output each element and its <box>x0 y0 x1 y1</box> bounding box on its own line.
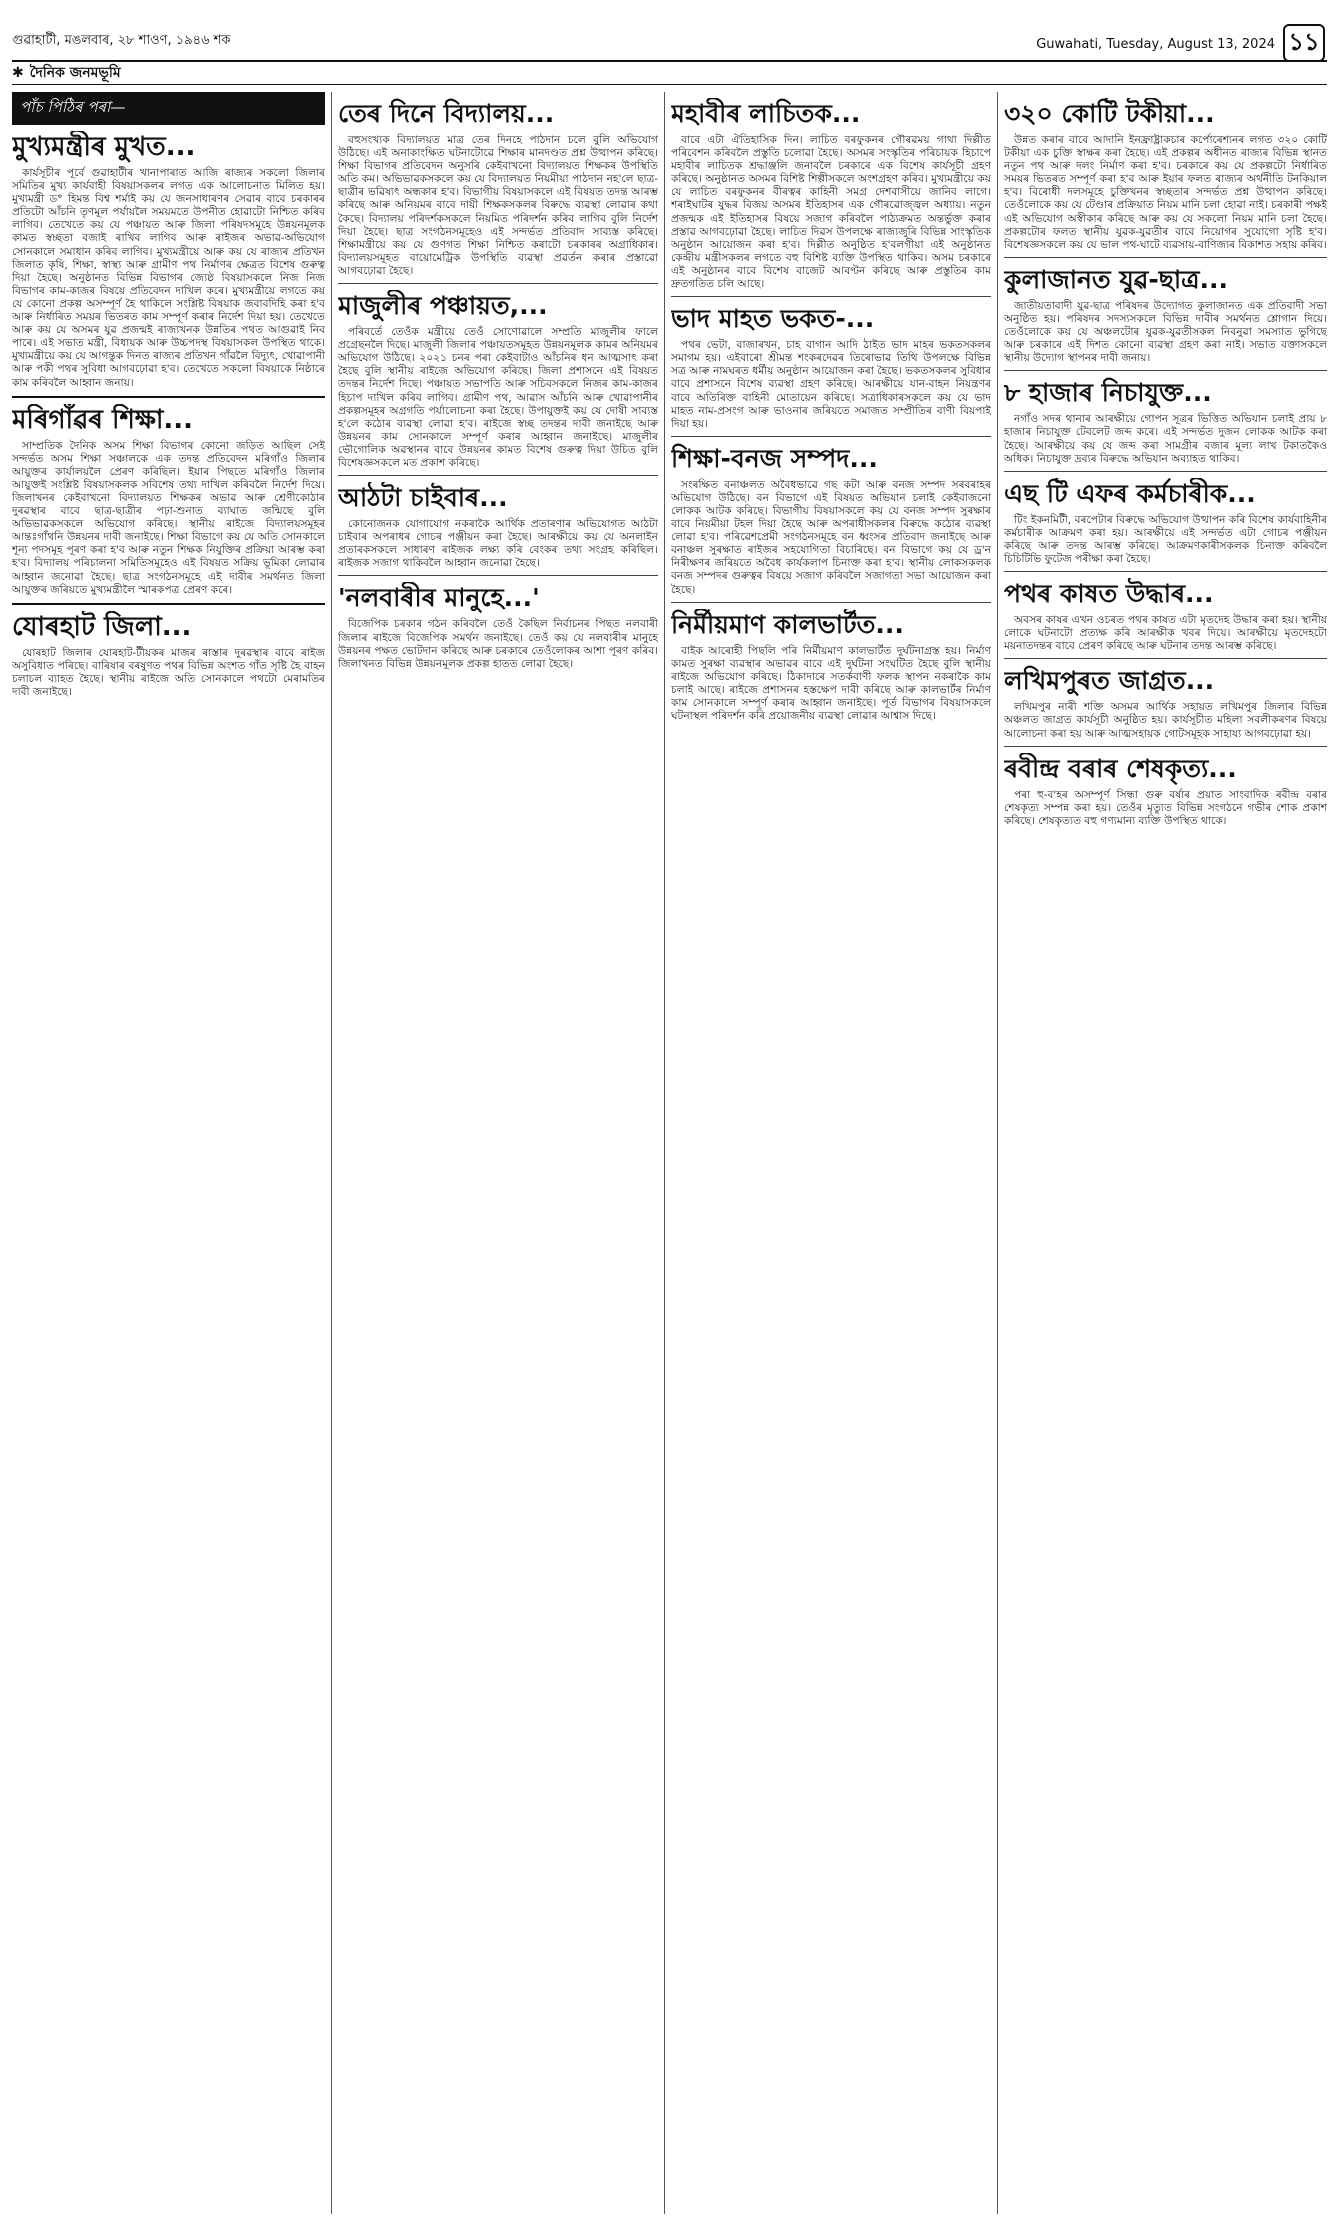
paper-name: দৈনিক জনমভূমি <box>29 65 121 81</box>
continued-tag: পাঁচ পিঠিৰ পৰা— <box>12 92 325 125</box>
article-tea: কোনোজনক যোগাযোগ নকৰাকৈ আৰ্থিক প্ৰতাৰণাৰ অভিযোগত আঠটা চাইবাৰ অপৰাধৰ গোচৰ পঞ্জীয়ন কৰা হৈছে। আৰক্ষীয়ে কয় যে অনলাইন প্ৰতাৰকসকলে সাধাৰণ ৰাইজক লক্ষ্য কৰি বেংকৰ তথ্য সংগ্ৰহ কৰিছিল। ৰাইজক সজাগ থাকিবলৈ আহ্বান জনোৱা হৈছে। <box>338 518 658 570</box>
article-resource: সংৰক্ষিত বনাঞ্চলত অবৈধভাৱে গছ কটা আৰু বনজ সম্পদ সৰবৰাহৰ অভিযোগ উঠিছে। বন বিভাগে এই বিষয়ত অভিযান চলাই কেইবাজনো লোকক আটক কৰিছে। বিভাগীয় বিষয়াসকলে কয় যে বনজ সম্পদ সুৰক্ষাৰ বাবে নিয়মীয়া টহল দিয়া হৈছে আৰু অপৰাধীসকলৰ বিৰুদ্ধে কঠোৰ ব্যৱস্থা লোৱা হ'ব। পৰিৱেশপ্ৰেমী সংগঠনসমূহে বন ধ্বংসৰ প্ৰতিবাদ জনাইছে আৰু বনাঞ্চল সুৰক্ষাত ৰাইজৰ সহযোগিতা বিচাৰিছে। বন বিভাগে কয় যে ড্ৰ'ন নিৰীক্ষণৰ জৰিয়তে অবৈধ কাৰ্যকলাপ চিনাক্ত কৰা হ'ব। স্থানীয় লোকসকলক বনজ সম্পদৰ গুৰুত্বৰ বিষয়ে সজাগ কৰিবলৈ সজাগতা সভা আয়োজন কৰা হৈছে। <box>671 478 991 596</box>
headline-tea: আঠটা চাইবাৰ... <box>338 483 508 513</box>
headline-majuli: মাজুলীৰ পঞ্চায়ত,... <box>338 291 548 321</box>
star-icon: ✱ <box>12 65 24 81</box>
article-stone: অবসৰ কাষৰ এখন ওচৰত পথৰ কাষত এটা মৃতদেহ উদ্ধাৰ কৰা হয়। স্থানীয় লোকে ঘটনাটো প্ৰত্যক্ষ কৰি আৰক্ষীক খবৰ দিয়ে। আৰক্ষীয়ে মৃতদেহটো ময়নাতদন্তৰ বাবে প্ৰেৰণ কৰিছে আৰু ঘটনাৰ তদন্ত আৰম্ভ কৰিছে। <box>1004 614 1327 653</box>
article-jorhat: যোৰহাট জিলাৰ যোৰহাট-টীয়কৰ মাজৰ ৰাস্তাৰ দুৰৱস্থাৰ বাবে ৰাইজ অসুবিধাত পৰিছে। বাৰিষাৰ বৰষুণত পথৰ বিভিন্ন অংশত গাঁত সৃষ্টি হৈ বাহন চলাচল ব্যাহত হৈছে। স্থানীয় ৰাইজে অতি সোনকালে পথটো মেৰামতিৰ দাবী জনাইছে। <box>12 646 325 698</box>
date-left: গুৱাহাটী, মঙলবাৰ, ২৮ শাওণ, ১৯৪৬ শক <box>12 33 231 48</box>
headline-resource: শিক্ষা-বনজ সম্পদ... <box>671 443 878 473</box>
article-campus: জাতীয়তাবাদী যুৱ-ছাত্ৰ পৰিষদৰ উদ্যোগত কুলাজানত এক প্ৰতিবাদী সভা অনুষ্ঠিত হয়। পৰিষদৰ সদস্যসকলে বিভিন্ন দাবীৰ সমৰ্থনত শ্লোগান দিয়ে। তেওঁলোকে কয় যে অঞ্চলটোৰ যুৱক-যুৱতীসকল নিবনুৱা সমস্যাত ভুগিছে আৰু চৰকাৰে এই দিশত কোনো ব্যৱস্থা গ্ৰহণ কৰা নাই। সভাত বক্তাসকলে স্থানীয় উদ্যোগ স্থাপনৰ দাবী জনায়। <box>1004 299 1327 365</box>
article-nalbari: বিজেপিক চৰকাৰ গঠন কৰিবলৈ তেওঁ কৈছিল নিৰ্বাচনৰ পিছত নলবাৰী জিলাৰ ৰাইজে বিজেপিক সমৰ্থন জনাইছে। তেওঁ কয় যে নলবাৰীৰ মানুহে উন্নয়নৰ পক্ষত ভোটদান কৰিছে আৰু চৰকাৰে তেওঁলোকৰ আশা পূৰণ কৰিব। জিলাখনত বিভিন্ন উন্নয়নমূলক প্ৰকল্প হাতত লোৱা হৈছে। <box>338 618 658 670</box>
headline-crore: ৩২০ কোটি টকীয়া... <box>1004 99 1215 128</box>
article-crore: উন্নত কৰাৰ বাবে আদানি ইনফ্ৰাষ্ট্ৰাকচাৰ কৰ্পোৰেশ্যনৰ লগত ৩২০ কোটি টকীয়া এক চুক্তি স্বাক্ষৰ কৰা হৈছে। এই প্ৰকল্পৰ অধীনত ৰাজ্যৰ বিভিন্ন স্থানত নতুন পথ আৰু দলং নিৰ্মাণ কৰা হ'ব। চৰকাৰে কয় যে প্ৰকল্পটো নিৰ্ধাৰিত সময়ৰ ভিতৰত সম্পূৰ্ণ কৰা হ'ব আৰু ইয়াৰ ফলত ৰাজ্যৰ অৰ্থনীতি টনকিয়াল হ'ব। বিৰোধী দলসমূহে চুক্তিখনৰ স্বচ্ছতাৰ সন্দৰ্ভত প্ৰশ্ন উত্থাপন কৰিছে। তেওঁলোকে কয় যে টেণ্ডাৰ প্ৰক্ৰিয়াত নিয়ম মানি চলা হোৱা নাই। চৰকাৰী পক্ষই এই অভিযোগ অস্বীকাৰ কৰিছে আৰু কয় যে সকলো নিয়ম মানি চলা হৈছে। প্ৰকল্পটোৰ ফলত স্থানীয় যুৱক-যুৱতীৰ বাবে নিয়োগৰ সুযোগো সৃষ্টি হ'ব। বিশেষজ্ঞসকলে কয় যে ভাল পথ-ঘাটে ব্যৱসায়-বাণিজ্যৰ বিকাশত সহায় কৰিব। <box>1004 134 1327 251</box>
article-morigaon: সাম্প্ৰতিক দৈনিক অসম শিক্ষা বিভাগৰ কোনো জড়িত আছিল সেই সন্দৰ্ভত অসম শিক্ষা সঞ্চালকে এক তদন্ত প্ৰতিবেদন মৰিগাঁও জিলাৰ আয়ুক্তৰ কাৰ্যালয়লৈ প্ৰেৰণ কৰিছিল। ইয়াৰ পিছতে মৰিগাঁও জিলাৰ আয়ুক্তই সংশ্লিষ্ট বিষয়াসকলক সবিশেষ তথ্য দাখিল কৰিবলৈ নিৰ্দেশ দিয়ে। জিলাখনৰ কেইবাখনো বিদ্যালয়ত শিক্ষকৰ অভাৱ আৰু শ্ৰেণীকোঠাৰ দুৰৱস্থাৰ বাবে ছাত্ৰ-ছাত্ৰীৰ পঢ়া-শুনাত ব্যাঘাত জন্মিছে বুলি অভিভাৱকসকলে অভিযোগ কৰিছে। স্থানীয় ৰাইজে বিদ্যালয়সমূহৰ আন্তঃগাঁথনি উন্নয়নৰ দাবী জনাইছে। শিক্ষা বিভাগে কয় যে অতি সোনকালে শূন্য পদসমূহ পূৰণ কৰা হ'ব আৰু নতুন শিক্ষক নিযুক্তিৰ প্ৰক্ৰিয়া আৰম্ভ কৰা হ'ব। বিদ্যালয় পৰিচালনা সমিতিসমূহেও এই বিষয়ত সক্ৰিয় ভূমিকা লোৱাৰ আহ্বান জনোৱা হৈছে। ছাত্ৰ সংগঠনসমূহে এই দাবীৰ সমৰ্থনত জিলা আয়ুক্তৰ জৰিয়তে মুখ্যমন্ত্ৰীলৈ স্মাৰকপত্ৰ প্ৰেৰণ কৰে। <box>12 439 325 596</box>
paper-band <box>12 60 1327 85</box>
article-employee: টিং ইকনমিটী, বৰপেটাৰ বিৰুদ্ধে অভিযোগ উত্থাপন কৰি বিশেষ কাৰ্যবাহিনীৰ কৰ্মচাৰীক আক্ৰমণ কৰা হয়। আৰক্ষীয়ে এই সন্দৰ্ভত এটা গোচৰ পঞ্জীয়ন কৰিছে আৰু তদন্ত আৰম্ভ কৰিছে। আক্ৰমণকাৰীসকলক চিনাক্ত কৰিবলৈ চিচিটিভি ফুটেজ পৰীক্ষা কৰা হৈছে। <box>1004 513 1327 565</box>
article-majuli: পৰিবৰ্তে তেওঁক মন্ত্ৰীয়ে তেওঁ সোণোৱালে সম্প্ৰতি মাজুলীৰ ফালে প্ৰগ্ৰেছনলৈ দিছে। মাজুলী জিলাৰ পঞ্চায়তসমূহত উন্নয়নমূলক কামৰ অনিয়মৰ অভিযোগ উঠিছে। ২০২১ চনৰ পৰা কেইবাটাও আঁচনিৰ ধন আত্মসাৎ কৰা হৈছে বুলি স্থানীয় ৰাইজে অভিযোগ কৰিছে। জিলা প্ৰশাসনে এই বিষয়ত তদন্তৰ নিৰ্দেশ দিছে। পঞ্চায়ত সভাপতি আৰু সচিবসকলে নিজৰ কাম-কাজৰ হিচাপ দাখিল কৰিব লাগিব। গ্ৰামীণ পথ, আৱাস আঁচনি আৰু খোৱাপানীৰ প্ৰকল্পসমূহৰ অগ্ৰগতি পৰ্যালোচনা কৰা হৈছে। উপায়ুক্তই কয় যে দোষী সাব্যস্ত হ'লে কঠোৰ ব্যৱস্থা লোৱা হ'ব। ৰাইজে স্বচ্ছ তদন্তৰ দাবী জনাইছে আৰু উন্নয়নৰ কাম সোনকালে সম্পূৰ্ণ কৰাৰ আহ্বান জনাইছে। মাজুলীৰ ভৌগোলিক অৱস্থানৰ বাবে উন্নয়নৰ কামত বিশেষ গুৰুত্ব দিয়া উচিত বুলি বিশেষজ্ঞসকলে মত প্ৰকাশ কৰিছে। <box>338 326 658 469</box>
divider <box>338 575 658 576</box>
divider <box>1004 571 1327 572</box>
headline-raid: ভাদ মাহত ভকত-... <box>671 304 875 334</box>
headline-jorhat: যোৰহাট জিলা... <box>12 611 192 642</box>
article-lachit: বাবে এটা ঐতিহাসিক দিন। লাচিত বৰফুকনৰ গৌৰৱময় গাথা দিল্লীত পৰিবেশন কৰিবলৈ প্ৰস্তুতি চলোৱা হৈছে। অসমৰ সংস্কৃতিৰ পৰিচায়ক হিচাপে মহাবীৰ লাচিতক শ্ৰদ্ধাঞ্জলি জনাবলৈ চৰকাৰে এক বিশেষ কাৰ্যসূচী গ্ৰহণ কৰিছে। অনুষ্ঠানত অসমৰ বিশিষ্ট শিল্পীসকলে অংশগ্ৰহণ কৰিব। মুখ্যমন্ত্ৰীয়ে কয় যে লাচিত বৰফুকনৰ বীৰত্বৰ কাহিনী সমগ্ৰ দেশবাসীয়ে জানিব লাগে। শৰাইঘাটৰ যুদ্ধৰ বিজয় অসমৰ ইতিহাসৰ এক গৌৰৱোজ্জ্বল অধ্যায়। নতুন প্ৰজন্মক এই ইতিহাসৰ বিষয়ে সজাগ কৰিবলৈ পাঠ্যক্ৰমত অন্তৰ্ভুক্ত কৰাৰ প্ৰস্তাৱ আগবঢ়োৱা হৈছে। লাচিত দিৱস উপলক্ষে ৰাজ্যজুৰি বিভিন্ন সাংস্কৃতিক অনুষ্ঠান আয়োজন কৰা হ'ব। দিল্লীত অনুষ্ঠিত হ'বলগীয়া এই অনুষ্ঠানত কেন্দ্ৰীয় মন্ত্ৰীসকলৰ লগতে বহু বিশিষ্ট ব্যক্তি উপস্থিত থাকিব। অসম চৰকাৰে এই অনুষ্ঠানৰ বাবে বিশেষ বাজেট আবণ্টন কৰিছে আৰু প্ৰস্তুতিৰ কাম দ্ৰুতগতিত চলি আছে। <box>671 134 991 291</box>
headline-school: তেৰ দিনে বিদ্যালয়... <box>338 99 555 128</box>
article-lakhimpur: লখিমপুৰ নাৰী শক্তি অসমৰ আৰ্থিক সহায়ত লখিমপুৰ জিলাৰ বিভিন্ন অঞ্চলত জাগ্ৰত কাৰ্যসূচী অনুষ্ঠিত হয়। কাৰ্যসূচীত মহিলা সবলীকৰণৰ বিষয়ে আলোচনা কৰা হয় আৰু আত্মসহায়ক গোটসমূহক সাহায্য আগবঢ়োৱা হয়। <box>1004 701 1327 740</box>
divider <box>1004 257 1327 258</box>
headline-recruit: ৮ হাজাৰ নিচাযুক্ত... <box>1004 378 1212 408</box>
article-school: বহুসংখ্যক বিদ্যালয়ত মাত্ৰ তেৰ দিনহে পাঠদান চলে বুলি অভিযোগ উঠিছে। এই অনাকাংক্ষিত ঘটনাটোৱে শিক্ষাৰ মানদণ্ডত প্ৰশ্ন উত্থাপন কৰিছে। শিক্ষা বিভাগৰ প্ৰতিবেদন অনুসৰি কেইবাখনো বিদ্যালয়ত শিক্ষকৰ উপস্থিতি অতি কম। অভিভাৱকসকলে কয় যে বিদ্যালয়ত নিয়মীয়া পাঠদান নহ'লে ছাত্ৰ-ছাত্ৰীৰ ভৱিষ্যৎ অন্ধকাৰ হ'ব। বিভাগীয় বিষয়াসকলে এই বিষয়ত তদন্ত আৰম্ভ কৰিছে আৰু অনিয়মৰ বাবে দায়ী শিক্ষকসকলৰ বিৰুদ্ধে ব্যৱস্থা লোৱাৰ কথা কৈছে। বিদ্যালয় পৰিদৰ্শকসকলে নিয়মিত পৰিদৰ্শন কৰিব লাগিব বুলি নিৰ্দেশ দিয়া হৈছে। ছাত্ৰ সংগঠনসমূহেও এই সন্দৰ্ভত প্ৰতিবাদ সাব্যস্ত কৰিছে। শিক্ষামন্ত্ৰীয়ে কয় যে গুণগত শিক্ষা নিশ্চিত কৰাটো চৰকাৰৰ অগ্ৰাধিকাৰ। বিদ্যালয়সমূহত বায়োমেট্ৰিক উপস্থিতি ব্যৱস্থা প্ৰৱৰ্তন কৰাৰ প্ৰস্তাৱো আগবঢ়োৱা হৈছে। <box>338 134 658 277</box>
headline-employee: এছ টি এফৰ কৰ্মচাৰীক... <box>1004 478 1256 508</box>
column-1 <box>12 92 325 2214</box>
divider <box>12 396 325 398</box>
article-rabindra: পৰা হু-ব'হৰ অসম্পূৰ্ণ সিন্ধা গুৰু বৰ্ষাৰ প্ৰয়াত সাংবাদিক ৰবীন্দ্ৰ বৰাৰ শেষকৃত্য সম্পন্ন কৰা হয়। তেওঁৰ মৃত্যুত বিভিন্ন সংগঠনে গভীৰ শোক প্ৰকাশ কৰিছে। শেষকৃত্যত বহু গণ্যমান্য ব্যক্তি উপস্থিত থাকে। <box>1004 788 1327 827</box>
headline-rabindra: ৰবীন্দ্ৰ বৰাৰ শেষকৃত্য... <box>1004 753 1237 783</box>
divider <box>338 283 658 284</box>
page-number: ১১ <box>1283 24 1325 62</box>
divider <box>12 603 325 605</box>
column-rule <box>997 92 998 2214</box>
headline-nalbari: 'নলবাৰীৰ মানুহে...' <box>338 583 540 613</box>
headline-campus: কুলাজানত যুৱ-ছাত্ৰ... <box>1004 264 1229 294</box>
date-right: Guwahati, Tuesday, August 13, 2024 <box>1036 37 1275 52</box>
headline-morigaon: মৰিগাঁৱৰ শিক্ষা... <box>12 404 194 435</box>
article-construction: বাইক আৰোহী পিছলি পৰি নিৰ্মীয়মাণ কালভাৰ্টত দুৰ্ঘটনাগ্ৰস্ত হয়। নিৰ্মাণ কামত সুৰক্ষা ব্যৱস্থাৰ অভাৱৰ বাবে এই দুৰ্ঘটনা সংঘটিত হৈছে বুলি স্থানীয় ৰাইজে অভিযোগ কৰিছে। ঠিকাদাৰে সতৰ্কবাণী ফলক স্থাপন নকৰাকৈ কাম চলাই আছে। ৰাইজে প্ৰশাসনৰ হস্তক্ষেপ দাবী কৰিছে আৰু কালভাৰ্টৰ নিৰ্মাণ কাম সোনকালে সম্পূৰ্ণ কৰাৰ আহ্বান জনাইছে। পূৰ্ত বিভাগৰ বিষয়াসকলে ঘটনাস্থল পৰিদৰ্শন কৰি প্ৰয়োজনীয় ব্যৱস্থা লোৱাৰ আশ্বাস দিছে। <box>671 644 991 723</box>
divider <box>1004 746 1327 747</box>
date-line <box>12 30 1327 52</box>
divider <box>1004 471 1327 472</box>
divider <box>338 475 658 476</box>
headline-lachit: মহাবীৰ লাচিতক... <box>671 99 861 128</box>
divider <box>1004 370 1327 371</box>
article-cm-face: কাৰ্যসূচীৰ পূৰ্বে গুৱাহাটীৰ খানাপাৰাত আজি ৰাজ্যৰ সকলো জিলাৰ সমিতিৰ মুখ্য কাৰ্যবাহী বিষয়াসকলৰ লগত এক আলোচনাত মিলিত হয়। মুখ্যমন্ত্ৰী ড° হিমন্ত বিশ্ব শৰ্মাই কয় যে জনসাধাৰণৰ সেৱাৰ বাবে চৰকাৰৰ প্ৰতিটো আঁচনি তৃণমূল পৰ্যায়লৈ সময়মতে উপনীত হোৱাটো নিশ্চিত কৰিব লাগিব। তেখেতে কয় যে পঞ্চায়ত আৰু জিলা পৰিষদসমূহে উন্নয়নমূলক কামত স্বচ্ছতা বজাই ৰাখিব লাগিব আৰু ৰাইজৰ অভাৱ-অভিযোগ সোনকালে সমাধান কৰিব লাগিব। মুখ্যমন্ত্ৰীয়ে আৰু কয় যে ৰাজ্যৰ প্ৰতিখন জিলাত কৃষি, শিক্ষা, স্বাস্থ্য আৰু গ্ৰামীণ পথ নিৰ্মাণৰ ক্ষেত্ৰত বিশেষ গুৰুত্ব দিয়া হৈছে। অনুষ্ঠানত বিভিন্ন বিভাগৰ জ্যেষ্ঠ বিষয়াসকলে নিজ নিজ বিভাগৰ কাম-কাজৰ বিষয়ে প্ৰতিবেদন দাখিল কৰে। মুখ্যমন্ত্ৰীয়ে লগতে কয় যে কোনো প্ৰকল্প অসম্পূৰ্ণ হৈ থাকিলে সংশ্লিষ্ট বিষয়াক জবাবদিহি কৰা হ'ব আৰু নিৰ্ধাৰিত সময়ৰ ভিতৰত কাম সম্পূৰ্ণ কৰাৰ নিৰ্দেশ দিয়া হয়। তেখেতে আৰু কয় যে অসমৰ যুৱ প্ৰজন্মই ৰাজ্যখনক উন্নতিৰ পথত আগুৱাই নিব পাৰে। এই সভাত মন্ত্ৰী, বিধায়ক আৰু উচ্চপদস্থ বিষয়াসকল উপস্থিত থাকে। মুখ্যমন্ত্ৰীয়ে কয় যে আগন্তুক দিনত ৰাজ্যৰ প্ৰতিখন গাঁৱলৈ বিদ্যুৎ, খোৱাপানী আৰু পকী পথৰ সুবিধা আগবঢ়োৱা হ'ব। তেখেতে সকলো বিষয়াকে নিষ্ঠাৰে কাম কৰিবলৈ আহ্বান জনায়। <box>12 167 325 389</box>
column-4 <box>1004 92 1327 2214</box>
article-raid: পথৰ ভেটা, বাজাৰখন, চাহ বাগান আদি ঠাইত ভাদ মাহৰ ভকতসকলৰ সমাগম হয়। এইবাৰো শ্ৰীমন্ত শংকৰদেৱৰ তিৰোভাৱ তিথি উপলক্ষে বিভিন্ন সত্ৰ আৰু নামঘৰত ধৰ্মীয় অনুষ্ঠান আয়োজন কৰা হৈছে। ভকতসকলৰ সুবিধাৰ বাবে প্ৰশাসনে বিশেষ ব্যৱস্থা গ্ৰহণ কৰিছে। আৰক্ষীয়ে যান-বাহন নিয়ন্ত্ৰণৰ বাবে অতিৰিক্ত বাহিনী মোতায়েন কৰিছে। সত্ৰাধিকাৰসকলে কয় যে ভাদ মাহত নাম-প্ৰসংগ আৰু ভাওনাৰ জৰিয়তে সমাজত সম্প্ৰীতিৰ বাণী বিয়পাই দিয়া হয়। <box>671 339 991 430</box>
article-recruit: নগাঁও সদৰ থানাৰ আৰক্ষীয়ে গোপন সূত্ৰৰ ভিত্তিত অভিযান চলাই প্ৰায় ৮ হাজাৰ নিচাযুক্ত টেবলেট জব্দ কৰে। এই সন্দৰ্ভত দুজন লোকক আটক কৰা হৈছে। আৰক্ষীয়ে কয় যে জব্দ কৰা সামগ্ৰীৰ বজাৰ মূল্য লাখ টকাতকৈও অধিক। নিচাযুক্ত দ্ৰব্যৰ বিৰুদ্ধে অভিযান অব্যাহত থাকিব। <box>1004 413 1327 465</box>
headline-construction: নিৰ্মীয়মাণ কালভাৰ্টত... <box>671 609 904 639</box>
divider <box>671 296 991 297</box>
divider <box>671 436 991 437</box>
column-rule <box>331 92 332 2214</box>
headline-lakhimpur: লখিমপুৰত জাগ্ৰত... <box>1004 666 1215 696</box>
headline-stone: পথৰ কাষত উদ্ধাৰ... <box>1004 579 1214 609</box>
divider <box>1004 658 1327 659</box>
column-3 <box>671 92 991 2214</box>
divider <box>671 602 991 603</box>
column-rule <box>664 92 665 2214</box>
column-2 <box>338 92 658 2214</box>
headline-cm-face: মুখ্যমন্ত্ৰীৰ মুখত... <box>12 132 196 162</box>
